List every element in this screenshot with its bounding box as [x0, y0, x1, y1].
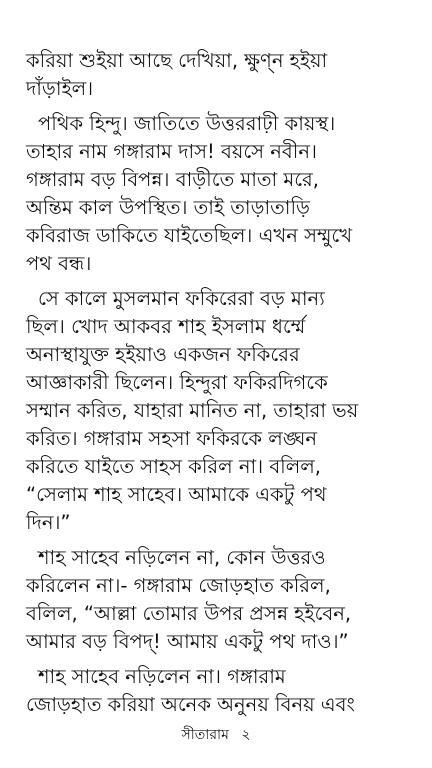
text-line-16: “সেলাম শাহ সাহেব। আমাকে একটু পথ	[26, 483, 327, 506]
book-title: সীতারাম	[181, 727, 229, 743]
text-line-15: করিতে যাইতে সাহস করিল না। বলিল,	[26, 455, 322, 478]
text-line-19: করিলেন না।- গঙ্গারাম জোড়হাত করিল,	[26, 574, 331, 597]
text-line-4: তাহার নাম গঙ্গারাম দাস! বয়সে নবীন।	[26, 140, 317, 163]
text-line-9: সে কালে মুসলমান ফকিরেরা বড় মান্য	[38, 287, 325, 310]
text-line-13: সম্মান করিত, যাহারা মানিত না, তাহারা ভয়	[26, 399, 359, 422]
text-line-14: করিত। গঙ্গারাম সহসা ফকিরকে লঙ্ঘন	[26, 427, 318, 450]
text-line-23: জোড়হাত করিয়া অনেক অনুনয় বিনয় এবং	[26, 693, 355, 716]
text-line-12: আজ্ঞাকারী ছিলেন। হিন্দুরা ফকিরদিগকে	[26, 371, 328, 394]
text-line-10: ছিল। খোদ আকবর শাহ ইসলাম ধর্ম্মে	[26, 315, 306, 338]
text-line-21: আমার বড় বিপদ্! আমায় একটু পথ দাও।”	[26, 630, 349, 653]
text-line-18: শাহ সাহেব নড়িলেন না, কোন উত্তরও	[38, 546, 326, 569]
text-line-17: দিন।”	[26, 511, 71, 534]
page-footer	[0, 726, 432, 744]
text-line-11: অনাস্থাযুক্ত হইয়াও একজন ফকিরের	[26, 343, 300, 366]
text-line-8: পথ বন্ধ।	[26, 252, 92, 275]
text-line-22: শাহ সাহেব নড়িলেন না। গঙ্গারাম	[38, 665, 286, 688]
text-line-1: করিয়া শুইয়া আছে দেখিয়া, ক্ষুণ্ন হইয়া	[26, 49, 328, 72]
text-line-7: কবিরাজ ডাকিতে যাইতেছিল। এখন সম্মুখে	[26, 224, 353, 247]
text-line-20: বলিল, “আল্লা তোমার উপর প্রসন্ন হইবেন,	[26, 602, 352, 625]
text-line-5: গঙ্গারাম বড় বিপন্ন। বাড়ীতে মাতা মরে,	[26, 168, 319, 191]
text-line-2: দাঁড়াইল।	[26, 77, 94, 100]
text-line-3: পথিক হিন্দু। জাতিতে উত্তররাঢ়ী কায়স্থ।	[38, 112, 336, 135]
page-number: ২	[241, 727, 251, 743]
text-line-6: অন্তিম কাল উপস্থিত। তাই তাড়াতাড়ি	[26, 196, 310, 219]
